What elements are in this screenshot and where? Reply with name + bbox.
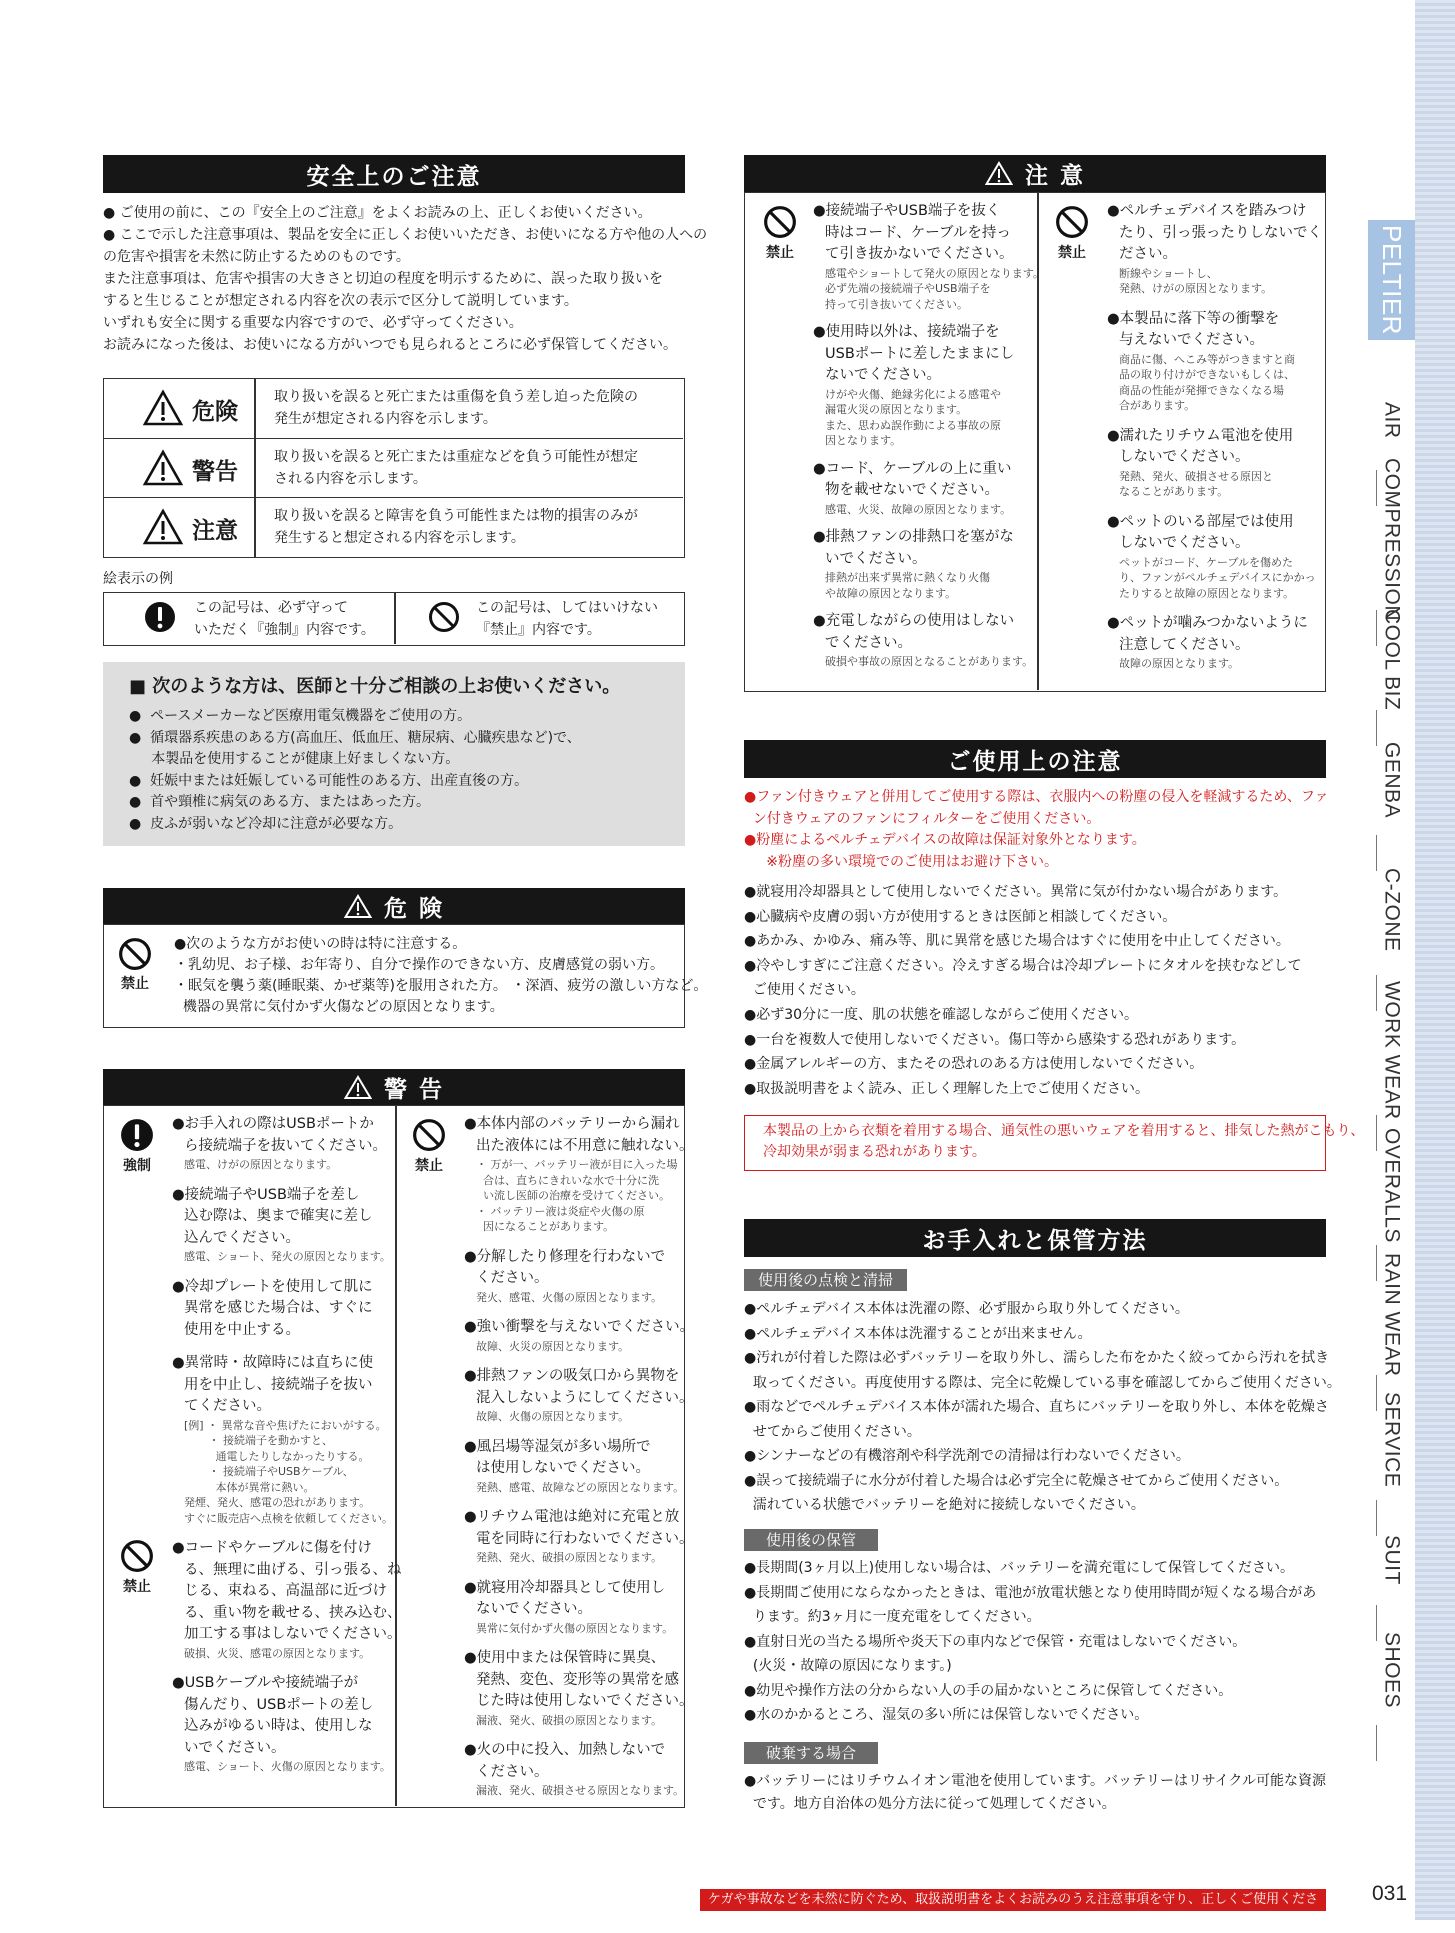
notice-note: [例] ・ 異常な音や焦げたにおいがする。 bbox=[184, 1418, 387, 1432]
notice-heading: ●接続端子やUSB端子を差し bbox=[172, 1186, 360, 1203]
notice-item bbox=[813, 201, 1044, 312]
care-disposal-lines bbox=[744, 1770, 1326, 1816]
care-line: ●雨などでペルチェデバイス本体が濡れた場合、直ちにバッテリーを取り外し、本体を乾燥さ bbox=[744, 1399, 1329, 1415]
care-line: ●長期間(3ヶ月以上)使用しない場合は、バッテリーを満充電にして保管してください。 bbox=[744, 1560, 1295, 1576]
notice-heading: ●排熱ファンの吸気口から異物を bbox=[464, 1368, 680, 1384]
care-subheading-disposal: 破棄する場合 bbox=[744, 1742, 878, 1764]
notice-note: 発熱、発火、破損の原因となります。 bbox=[476, 1551, 663, 1564]
notice-item bbox=[464, 1114, 694, 1235]
notice-heading: 電を同時に行わないでください。 bbox=[476, 1530, 694, 1547]
care-line: 濡れている状態でバッテリーを絶対に接続しないでください。 bbox=[744, 1497, 1145, 1513]
safety-intro-line: また注意事項は、危害や損害の大きさと切迫の程度を明示するために、誤った取り扱いを bbox=[103, 271, 663, 287]
consult-item: ● 妊娠中または妊娠している可能性のある方、出産直後の方。 bbox=[129, 772, 529, 789]
usage-line: ●あかみ、かゆみ、痛み等、肌に異常を感じた場合はすぐに使用を中止してください。 bbox=[744, 933, 1290, 950]
danger-icon-label: 禁止 bbox=[121, 976, 149, 992]
notice-note: ・ 接続端子を動かすと、 bbox=[184, 1434, 333, 1447]
notice-item bbox=[813, 527, 1033, 601]
usage-red-line: ●粉塵によるペルチェデバイスの故障は保証対象外となります。 bbox=[744, 832, 1146, 848]
notice-note: い流し医師の治療を受けてください。 bbox=[476, 1189, 670, 1202]
notice-note: 漏液、発火、破損させる原因となります。 bbox=[476, 1784, 685, 1797]
notice-heading: て引き抜かないでください。 bbox=[825, 246, 1014, 262]
danger-line: ・眠気を襲う薬(睡眠薬、かぜ薬等)を服用された方。 ・深酒、疲労の激しい方など。 bbox=[174, 978, 708, 994]
care-line: です。地方自治体の処分方法に従って処理してください。 bbox=[744, 1796, 1116, 1812]
notice-heading: ●強い衝撃を与えないでください。 bbox=[464, 1319, 695, 1335]
example-label: 絵表示の例 bbox=[103, 571, 173, 587]
notice-item bbox=[464, 1578, 680, 1637]
safety-intro-line: お読みになった後は、お使いになる方がいつでも見られるところに必ず保管してください。 bbox=[103, 337, 677, 353]
notice-heading: ●分解したり修理を行わないで bbox=[464, 1248, 666, 1265]
warning-triangle-icon bbox=[142, 508, 184, 546]
notice-note: 商品に傷、へこみ等がつきますと商 bbox=[1119, 352, 1295, 366]
notice-heading: ●コード、ケーブルの上に重い bbox=[813, 460, 1012, 477]
care-line: ●ペルチェデバイス本体は洗濯の際、必ず服から取り外してください。 bbox=[744, 1301, 1189, 1317]
notice-note: 破損や事故の原因となることがあります。 bbox=[825, 655, 1034, 668]
consult-title: ■ 次のような方は、医師と十分ご相談の上お使いください。 bbox=[129, 676, 621, 697]
notice-item bbox=[464, 1740, 685, 1799]
consult-items bbox=[129, 706, 581, 835]
prohibited-icon bbox=[428, 601, 460, 633]
notice-note: 漏液、発火、破損の原因となります。 bbox=[476, 1713, 663, 1727]
care-line: ●ペルチェデバイス本体は洗濯することが出来ません。 bbox=[744, 1325, 1092, 1342]
examples-box bbox=[103, 592, 685, 646]
notice-note: なることがあります。 bbox=[1119, 485, 1229, 498]
warning-box bbox=[103, 1105, 695, 1808]
prohibited-icon bbox=[120, 1539, 154, 1573]
safety-intro-line: の危害や損害を未然に防止するためのものです。 bbox=[103, 249, 410, 265]
notice-item bbox=[172, 1277, 392, 1342]
notice-note: 故障、火傷の原因となります。 bbox=[476, 1410, 630, 1423]
notice-note: や故障の原因となります。 bbox=[825, 586, 957, 600]
notice-note: 商品の性能が発揮できなくなる場 bbox=[1119, 383, 1284, 397]
notice-heading: 混入しないようにしてください。 bbox=[476, 1389, 694, 1406]
notice-heading: じる、束ねる、高温部に近づけ bbox=[184, 1583, 387, 1599]
care-line: ●長期間ご使用にならなかったときは、電池が放電状態となり使用時間が短くなる場合があ bbox=[744, 1584, 1317, 1601]
notice-item bbox=[464, 1437, 685, 1496]
usage-boxed-line: 本製品の上から衣類を着用する場合、通気性の悪いウェアを着用すると、排気した熱がこもり、 bbox=[763, 1123, 1365, 1139]
warning-left-items bbox=[172, 1114, 402, 1787]
notice-note: 破損、火災、感電の原因となります。 bbox=[184, 1646, 371, 1660]
side-nav-label: AIR bbox=[1380, 401, 1404, 439]
notice-heading: でください。 bbox=[825, 634, 912, 651]
notice-heading: ●コードやケーブルに傷を付け bbox=[172, 1540, 372, 1556]
notice-item bbox=[464, 1648, 694, 1728]
notice-heading: いでください。 bbox=[184, 1739, 286, 1756]
level-description: 取り扱いを誤ると死亡または重傷を負う差し迫った危険の 発生が想定される内容を示します。 bbox=[274, 389, 638, 427]
notice-heading: 注意してください。 bbox=[1119, 636, 1250, 653]
side-nav-item[interactable] bbox=[1368, 1520, 1415, 1600]
side-nav-item[interactable] bbox=[1368, 1253, 1415, 1377]
notice-heading: てください。 bbox=[184, 1398, 271, 1414]
notice-heading: ●風呂場等湿気が多い場所で bbox=[464, 1438, 651, 1455]
warning-title: 警 告 bbox=[383, 1076, 444, 1103]
notice-note: 排熱が出来ず異常に熱くなり火傷 bbox=[825, 571, 990, 584]
care-line: ●直射日光の当たる場所や炎天下の車内などで保管・充電はしないでください。 bbox=[744, 1633, 1247, 1650]
caution-left-items bbox=[813, 201, 1044, 680]
notice-note: 異常に気付かず火傷の原因となります。 bbox=[476, 1621, 674, 1635]
levels-table bbox=[103, 378, 685, 558]
notice-item bbox=[1107, 426, 1323, 500]
usage-line: ●心臓病や皮膚の弱い方が使用するときは医師と相談してください。 bbox=[744, 908, 1177, 925]
care-line: ●水のかかるところ、湿気の多い所には保管しないでください。 bbox=[744, 1707, 1149, 1723]
notice-note: 発熱、発火、破損させる原因と bbox=[1119, 469, 1273, 483]
notice-item bbox=[813, 459, 1033, 518]
notice-heading: ●火の中に投入、加熱しないで bbox=[464, 1742, 666, 1758]
notice-item bbox=[464, 1317, 695, 1354]
side-nav-item[interactable] bbox=[1368, 850, 1415, 970]
mandatory-example bbox=[144, 601, 176, 637]
notice-heading: たり、引っ張ったりしないでく bbox=[1119, 224, 1322, 241]
usage-red-line: ※粉塵の多い環境でのご使用はお避け下さい。 bbox=[744, 853, 1058, 870]
notice-note: 発煙、発火、感電の恐れがあります。 bbox=[184, 1496, 371, 1509]
notice-heading: いでください。 bbox=[825, 550, 927, 567]
side-nav-item[interactable] bbox=[1368, 1620, 1415, 1720]
notice-note: ・ 万が一、バッテリー液が目に入った場 bbox=[476, 1158, 678, 1171]
caution-title-bar bbox=[744, 155, 1326, 192]
care-line: (火災・故障の原因になります。) bbox=[744, 1658, 952, 1674]
danger-lines bbox=[174, 934, 707, 1018]
page-number: 031 bbox=[1372, 1882, 1408, 1905]
side-nav-label: COOL BIZ bbox=[1380, 609, 1404, 711]
side-nav-label: OVERALLS bbox=[1380, 1127, 1404, 1243]
notice-note: 品の取り付けができないもしくは、 bbox=[1119, 368, 1295, 381]
care-line: ●バッテリーにはリチウムイオン電池を使用しています。バッテリーはリサイクル可能な資源 bbox=[744, 1773, 1327, 1789]
usage-line: ●取扱説明書をよく読み、正しく理解した上でご使用ください。 bbox=[744, 1080, 1150, 1097]
notice-heading: ●ペルチェデバイスを踏みつけ bbox=[1107, 203, 1307, 219]
notice-heading: 与えないでください。 bbox=[1119, 332, 1264, 348]
notice-item bbox=[172, 1353, 392, 1526]
notice-item bbox=[172, 1185, 392, 1265]
side-nav-divider bbox=[1376, 1725, 1377, 1761]
consult-item: ● 循環器系疾患のある方(高血圧、低血圧、糖尿病、心臓疾患など)で、 bbox=[129, 729, 581, 746]
side-nav-item[interactable] bbox=[1368, 220, 1415, 340]
safety-intro bbox=[103, 202, 708, 356]
notice-heading: ●就寝用冷却器具として使用し bbox=[464, 1579, 666, 1596]
side-nav-label: SUIT bbox=[1380, 1535, 1404, 1585]
notice-heading: ●使用時以外は、接続端子を bbox=[813, 324, 1000, 340]
consult-item: ● 皮ふが弱いなど冷却に注意が必要な方。 bbox=[129, 815, 403, 832]
level-description: 取り扱いを誤ると障害を負う可能性または物的損害のみが 発生すると想定される内容を示します。 bbox=[274, 508, 638, 546]
usage-line: ●金属アレルギーの方、またその恐れのある方は使用しないでください。 bbox=[744, 1056, 1204, 1073]
side-nav-label: WORK WEAR bbox=[1380, 980, 1404, 1120]
notice-heading: ●濡れたリチウム電池を使用 bbox=[1107, 427, 1294, 444]
notice-note: 通電したりしなかったりする。 bbox=[184, 1449, 370, 1463]
notice-heading: ●USBケーブルや接続端子が bbox=[172, 1675, 359, 1691]
notice-heading: ●冷却プレートを使用して肌に bbox=[172, 1278, 373, 1295]
notice-note: すぐに販売店へ点検を依頼してください。 bbox=[184, 1511, 393, 1525]
notice-item bbox=[464, 1507, 694, 1566]
usage-title: ご使用上の注意 bbox=[947, 748, 1123, 775]
warning-triangle-icon bbox=[985, 161, 1013, 186]
notice-note: 故障、火災の原因となります。 bbox=[476, 1339, 630, 1353]
mandatory-label: 強制 bbox=[123, 1158, 151, 1174]
notice-heading: 時はコード、ケーブルを持っ bbox=[825, 224, 1011, 241]
danger-box bbox=[103, 924, 708, 1028]
warning-title-bar bbox=[103, 1069, 685, 1105]
side-nav-item[interactable] bbox=[1368, 730, 1415, 830]
notice-note: 発熱、けがの原因となります。 bbox=[1119, 282, 1273, 295]
care-storage-lines bbox=[744, 1556, 1316, 1728]
prohibited-example-text: この記号は、してはいけない 『禁止』内容です。 bbox=[476, 600, 658, 638]
care-line: ●誤って接続端子に水分が付着した場合は必ず完全に乾燥させてからご使用ください。 bbox=[744, 1472, 1289, 1489]
notice-heading: ●充電しながらの使用はしない bbox=[813, 613, 1015, 629]
notice-heading: る、重い物を載せる、挟み込む、 bbox=[184, 1604, 402, 1621]
notice-item bbox=[172, 1673, 392, 1775]
notice-heading: ●接続端子やUSB端子を抜く bbox=[813, 203, 1001, 219]
care-line: ります。約3ヶ月に一度充電をしてください。 bbox=[744, 1609, 1041, 1625]
notice-item bbox=[1107, 201, 1323, 297]
mandatory-icon bbox=[120, 1118, 154, 1152]
notice-heading: ●使用中または保管時に異臭、 bbox=[464, 1650, 666, 1666]
caution-title: 注 意 bbox=[1024, 163, 1085, 189]
caution-right-items bbox=[1107, 201, 1323, 684]
notice-heading: 物を載せないでください。 bbox=[825, 482, 999, 498]
notice-heading: 使用を中止する。 bbox=[184, 1321, 300, 1338]
usage-lines bbox=[744, 880, 1302, 1101]
care-inspection-lines bbox=[744, 1297, 1341, 1518]
notice-heading: ●ペットが噛みつかないように bbox=[1107, 615, 1308, 631]
notice-note: 故障の原因となります。 bbox=[1119, 657, 1240, 670]
warning-right-items bbox=[464, 1114, 695, 1811]
warning-triangle-icon bbox=[142, 449, 184, 487]
care-line: せてからご使用ください。 bbox=[744, 1423, 921, 1440]
notice-note: 感電、火災、故障の原因となります。 bbox=[825, 502, 1012, 516]
level-row bbox=[104, 497, 683, 557]
consult-item: ● ペースメーカーなど医療用電気機器をご使用の方。 bbox=[129, 708, 472, 724]
level-description: 取り扱いを誤ると死亡または重症などを負う可能性が想定 される内容を示します。 bbox=[274, 449, 638, 487]
danger-line: ・乳幼児、お子様、お年寄り、自分で操作のできない方、皮膚感覚の弱い方。 bbox=[174, 957, 664, 973]
danger-title-bar bbox=[103, 888, 685, 924]
consult-item: ● 首や頸椎に病気のある方、またはあった方。 bbox=[129, 794, 430, 810]
level-row bbox=[104, 379, 683, 438]
prohibited-icon bbox=[763, 205, 797, 239]
footer-notice: ケガや事故などを未然に防ぐため、取扱説明書をよくお読みのうえ注意事項を守り、正しくご使用ください。 bbox=[700, 1889, 1326, 1911]
level-label: 注意 bbox=[192, 518, 238, 544]
prohibited-icon bbox=[412, 1118, 446, 1152]
notice-note: 合があります。 bbox=[1119, 399, 1196, 412]
notice-heading: 込みがゆるい時は、使用しな bbox=[184, 1718, 373, 1734]
usage-red-notes bbox=[744, 787, 1329, 873]
safety-intro-line: ● ここで示した注意事項は、製品を安全に正しくお使いいただき、お使いになる方や他の人への bbox=[103, 227, 708, 243]
prohibited-icon bbox=[1055, 205, 1089, 239]
notice-heading: ●本製品に落下等の衝撃を bbox=[1107, 310, 1280, 327]
notice-heading: しないでください。 bbox=[1119, 449, 1250, 465]
notice-heading: ください。 bbox=[476, 1270, 549, 1286]
danger-line: 機器の異常に気付かず火傷などの原因となります。 bbox=[174, 999, 504, 1015]
notice-note: 因となります。 bbox=[825, 434, 902, 447]
care-line: 取ってください。再度使用する際は、完全に乾燥している事を確認してからご使用ください。 bbox=[744, 1374, 1341, 1391]
caution-icon-label: 禁止 bbox=[1058, 245, 1086, 261]
notice-heading: ●リチウム電池は絶対に充電と放 bbox=[464, 1509, 680, 1525]
notice-heading: USBポートに差したままにし bbox=[825, 345, 1015, 362]
care-title: お手入れと保管方法 bbox=[922, 1227, 1148, 1254]
notice-heading: 異常を感じた場合は、すぐに bbox=[184, 1300, 373, 1316]
notice-heading: 用を中止し、接続端子を抜い bbox=[184, 1376, 373, 1393]
usage-title-bar bbox=[744, 740, 1326, 778]
notice-heading: る、無理に曲げる、引っ張る、ね bbox=[184, 1561, 402, 1578]
care-line: ●汚れが付着した際は必ずバッテリーを取り外し、濡らした布をかたく絞ってから汚れを拭き bbox=[744, 1350, 1330, 1366]
notice-heading: ●排熱ファンの排熱口を塞がな bbox=[813, 529, 1014, 545]
notice-heading: は使用しないでください。 bbox=[476, 1460, 650, 1476]
mandatory-icon bbox=[144, 601, 176, 633]
care-line: ●シンナーなどの有機溶剤や科学洗剤での清掃は行わないでください。 bbox=[744, 1448, 1190, 1464]
side-nav-item[interactable] bbox=[1368, 609, 1415, 711]
notice-item bbox=[172, 1114, 392, 1173]
notice-note: 発熱、感電、故障などの原因となります。 bbox=[476, 1480, 685, 1494]
usage-red-line: ン付きウェアのファンにフィルターをご使用ください。 bbox=[744, 810, 1101, 827]
notice-heading: 発熱、変色、変形等の異常を感 bbox=[476, 1671, 679, 1688]
consult-item: 本製品を使用することが健康上好ましくない方。 bbox=[129, 751, 460, 767]
notice-heading: 込んでください。 bbox=[184, 1229, 300, 1246]
notice-item bbox=[1107, 309, 1323, 414]
notice-note: 発火、感電、火傷の原因となります。 bbox=[476, 1290, 663, 1304]
notice-heading: ださい。 bbox=[1119, 246, 1177, 262]
side-nav-label: COMPRESSION bbox=[1380, 458, 1404, 622]
notice-note: ・ バッテリー液は炎症や火傷の原 bbox=[476, 1204, 645, 1218]
notice-note: 感電、ショート、火傷の原因となります。 bbox=[184, 1760, 391, 1773]
notice-note: 感電やショートして発火の原因となります。 bbox=[825, 266, 1044, 280]
level-label: 危険 bbox=[192, 399, 238, 425]
notice-item bbox=[464, 1247, 680, 1306]
notice-heading: ください。 bbox=[476, 1763, 549, 1780]
danger-line: ●次のような方がお使いの時は特に注意する。 bbox=[174, 936, 467, 952]
notice-heading: じた時は使用しないでください。 bbox=[476, 1693, 694, 1709]
warning-triangle-icon bbox=[142, 389, 184, 427]
side-nav-label: RAIN WEAR bbox=[1380, 1253, 1404, 1377]
prohibited-label: 禁止 bbox=[415, 1158, 443, 1174]
notice-item bbox=[172, 1538, 402, 1661]
side-nav-label: SERVICE bbox=[1380, 1392, 1404, 1488]
notice-note: 断線やショートし、 bbox=[1119, 266, 1218, 280]
mandatory-example-text: この記号は、必ず守って いただく『強制』内容です。 bbox=[194, 600, 375, 638]
consult-box bbox=[103, 662, 685, 846]
usage-line: ご使用ください。 bbox=[744, 982, 865, 999]
notice-heading: ないでください。 bbox=[476, 1601, 592, 1617]
notice-heading: ●ペットのいる部屋では使用 bbox=[1107, 513, 1294, 530]
notice-heading: 出た液体には不用意に触れない。 bbox=[476, 1137, 694, 1154]
notice-heading: しないでください。 bbox=[1119, 535, 1250, 551]
notice-note: 感電、けがの原因となります。 bbox=[184, 1158, 338, 1171]
notice-item bbox=[1107, 512, 1323, 602]
notice-note: ペットがコード、ケーブルを傷めた bbox=[1119, 555, 1294, 569]
notice-note: ・ 接続端子やUSBケーブル、 bbox=[184, 1465, 354, 1478]
level-row bbox=[104, 438, 683, 498]
side-nav-label: C-ZONE bbox=[1380, 868, 1404, 952]
notice-item bbox=[813, 322, 1033, 449]
notice-note: り、ファンがペルチェデバイスにかかっ bbox=[1119, 571, 1316, 584]
notice-note: 持って引き抜いてください。 bbox=[825, 297, 968, 311]
side-nav-item[interactable] bbox=[1368, 1127, 1415, 1243]
side-nav-item[interactable] bbox=[1368, 458, 1415, 622]
notice-heading: ●異常時・故障時には直ちに使 bbox=[172, 1355, 374, 1371]
notice-heading: ●お手入れの際はUSBポートか bbox=[172, 1116, 374, 1132]
notice-heading: 込む際は、奥まで確実に差し bbox=[184, 1208, 373, 1224]
notice-note: 感電、ショート、発火の原因となります。 bbox=[184, 1250, 391, 1263]
usage-boxed-line: 冷却効果が弱まる恐れがあります。 bbox=[763, 1144, 986, 1160]
notice-heading: 加工する事はしないでください。 bbox=[184, 1626, 402, 1642]
notice-heading: ●本体内部のバッテリーから漏れ bbox=[464, 1116, 680, 1132]
warning-triangle-icon bbox=[344, 1075, 372, 1100]
care-line: ●幼児や操作方法の分からない人の手の届かないところに保管してください。 bbox=[744, 1682, 1233, 1699]
prohibited-icon bbox=[118, 937, 152, 971]
side-nav-item[interactable] bbox=[1368, 375, 1415, 465]
usage-line: ●一台を複数人で使用しないでください。傷口等から感染する恐れがあります。 bbox=[744, 1031, 1246, 1048]
notice-heading: ら接続端子を抜いてください。 bbox=[184, 1137, 387, 1154]
care-subheading-storage: 使用後の保管 bbox=[744, 1529, 878, 1551]
safety-intro-line: すると生じることが想定される内容を次の表示で区分して説明しています。 bbox=[103, 293, 578, 309]
usage-red-line: ●ファン付きウェアと併用してご使用する際は、衣服内への粉塵の侵入を軽減するため、ファ bbox=[744, 789, 1329, 805]
usage-boxed-note bbox=[744, 1115, 1365, 1171]
prohibited-label: 禁止 bbox=[123, 1579, 151, 1595]
notice-note: 因になることがあります。 bbox=[476, 1220, 615, 1233]
notice-item bbox=[1107, 613, 1323, 672]
notice-note: 漏電火災の原因となります。 bbox=[825, 403, 968, 416]
side-nav-item[interactable] bbox=[1368, 1385, 1415, 1495]
side-nav-label: GENBA bbox=[1380, 741, 1404, 819]
usage-line: ●就寝用冷却器具として使用しないでください。異常に気が付かない場合があります。 bbox=[744, 884, 1288, 900]
level-label: 警告 bbox=[192, 459, 238, 485]
safety-title-bar bbox=[103, 155, 685, 193]
notice-note: また、思わぬ誤作動による事故の原 bbox=[825, 418, 1001, 432]
usage-line: ●必ず30分に一度、肌の状態を確認しながらご使用ください。 bbox=[744, 1006, 1139, 1023]
notice-heading: ないでください。 bbox=[825, 367, 941, 383]
danger-title: 危 険 bbox=[383, 895, 444, 922]
notice-note: 本体が異常に熱い。 bbox=[184, 1480, 315, 1494]
usage-line: ●冷やしすぎにご注意ください。冷えすぎる場合は冷却プレートにタオルを挟むなどして bbox=[744, 957, 1302, 974]
notice-item bbox=[464, 1366, 694, 1425]
side-nav-label: PELTIER bbox=[1377, 225, 1407, 335]
side-stripe bbox=[1415, 0, 1455, 1920]
safety-intro-line: いずれも安全に関する重要な内容ですので、必ず守ってください。 bbox=[103, 315, 523, 331]
safety-title: 安全上のご注意 bbox=[306, 163, 482, 190]
notice-note: けがや火傷、絶縁劣化による感電や bbox=[825, 387, 1001, 401]
caution-box bbox=[744, 192, 1326, 692]
notice-note: たりすると故障の原因となります。 bbox=[1119, 586, 1295, 600]
notice-note: 必ず先端の接続端子やUSB端子を bbox=[825, 282, 991, 295]
side-nav-label: SHOES bbox=[1380, 1631, 1404, 1709]
side-nav-item[interactable] bbox=[1368, 980, 1415, 1120]
safety-intro-line: ● ご使用の前に、この『安全上のご注意』をよくお読みの上、正しくお使いください。 bbox=[103, 205, 652, 221]
care-title-bar bbox=[744, 1219, 1326, 1257]
care-subheading-inspection: 使用後の点検と清掃 bbox=[744, 1269, 907, 1291]
caution-icon-label: 禁止 bbox=[766, 245, 794, 261]
notice-item bbox=[813, 611, 1033, 670]
notice-note: 合は、直ちにきれいな水で十分に洗 bbox=[476, 1173, 659, 1187]
warning-triangle-icon bbox=[344, 894, 372, 919]
notice-heading: 傷んだり、USBポートの差し bbox=[184, 1696, 374, 1713]
